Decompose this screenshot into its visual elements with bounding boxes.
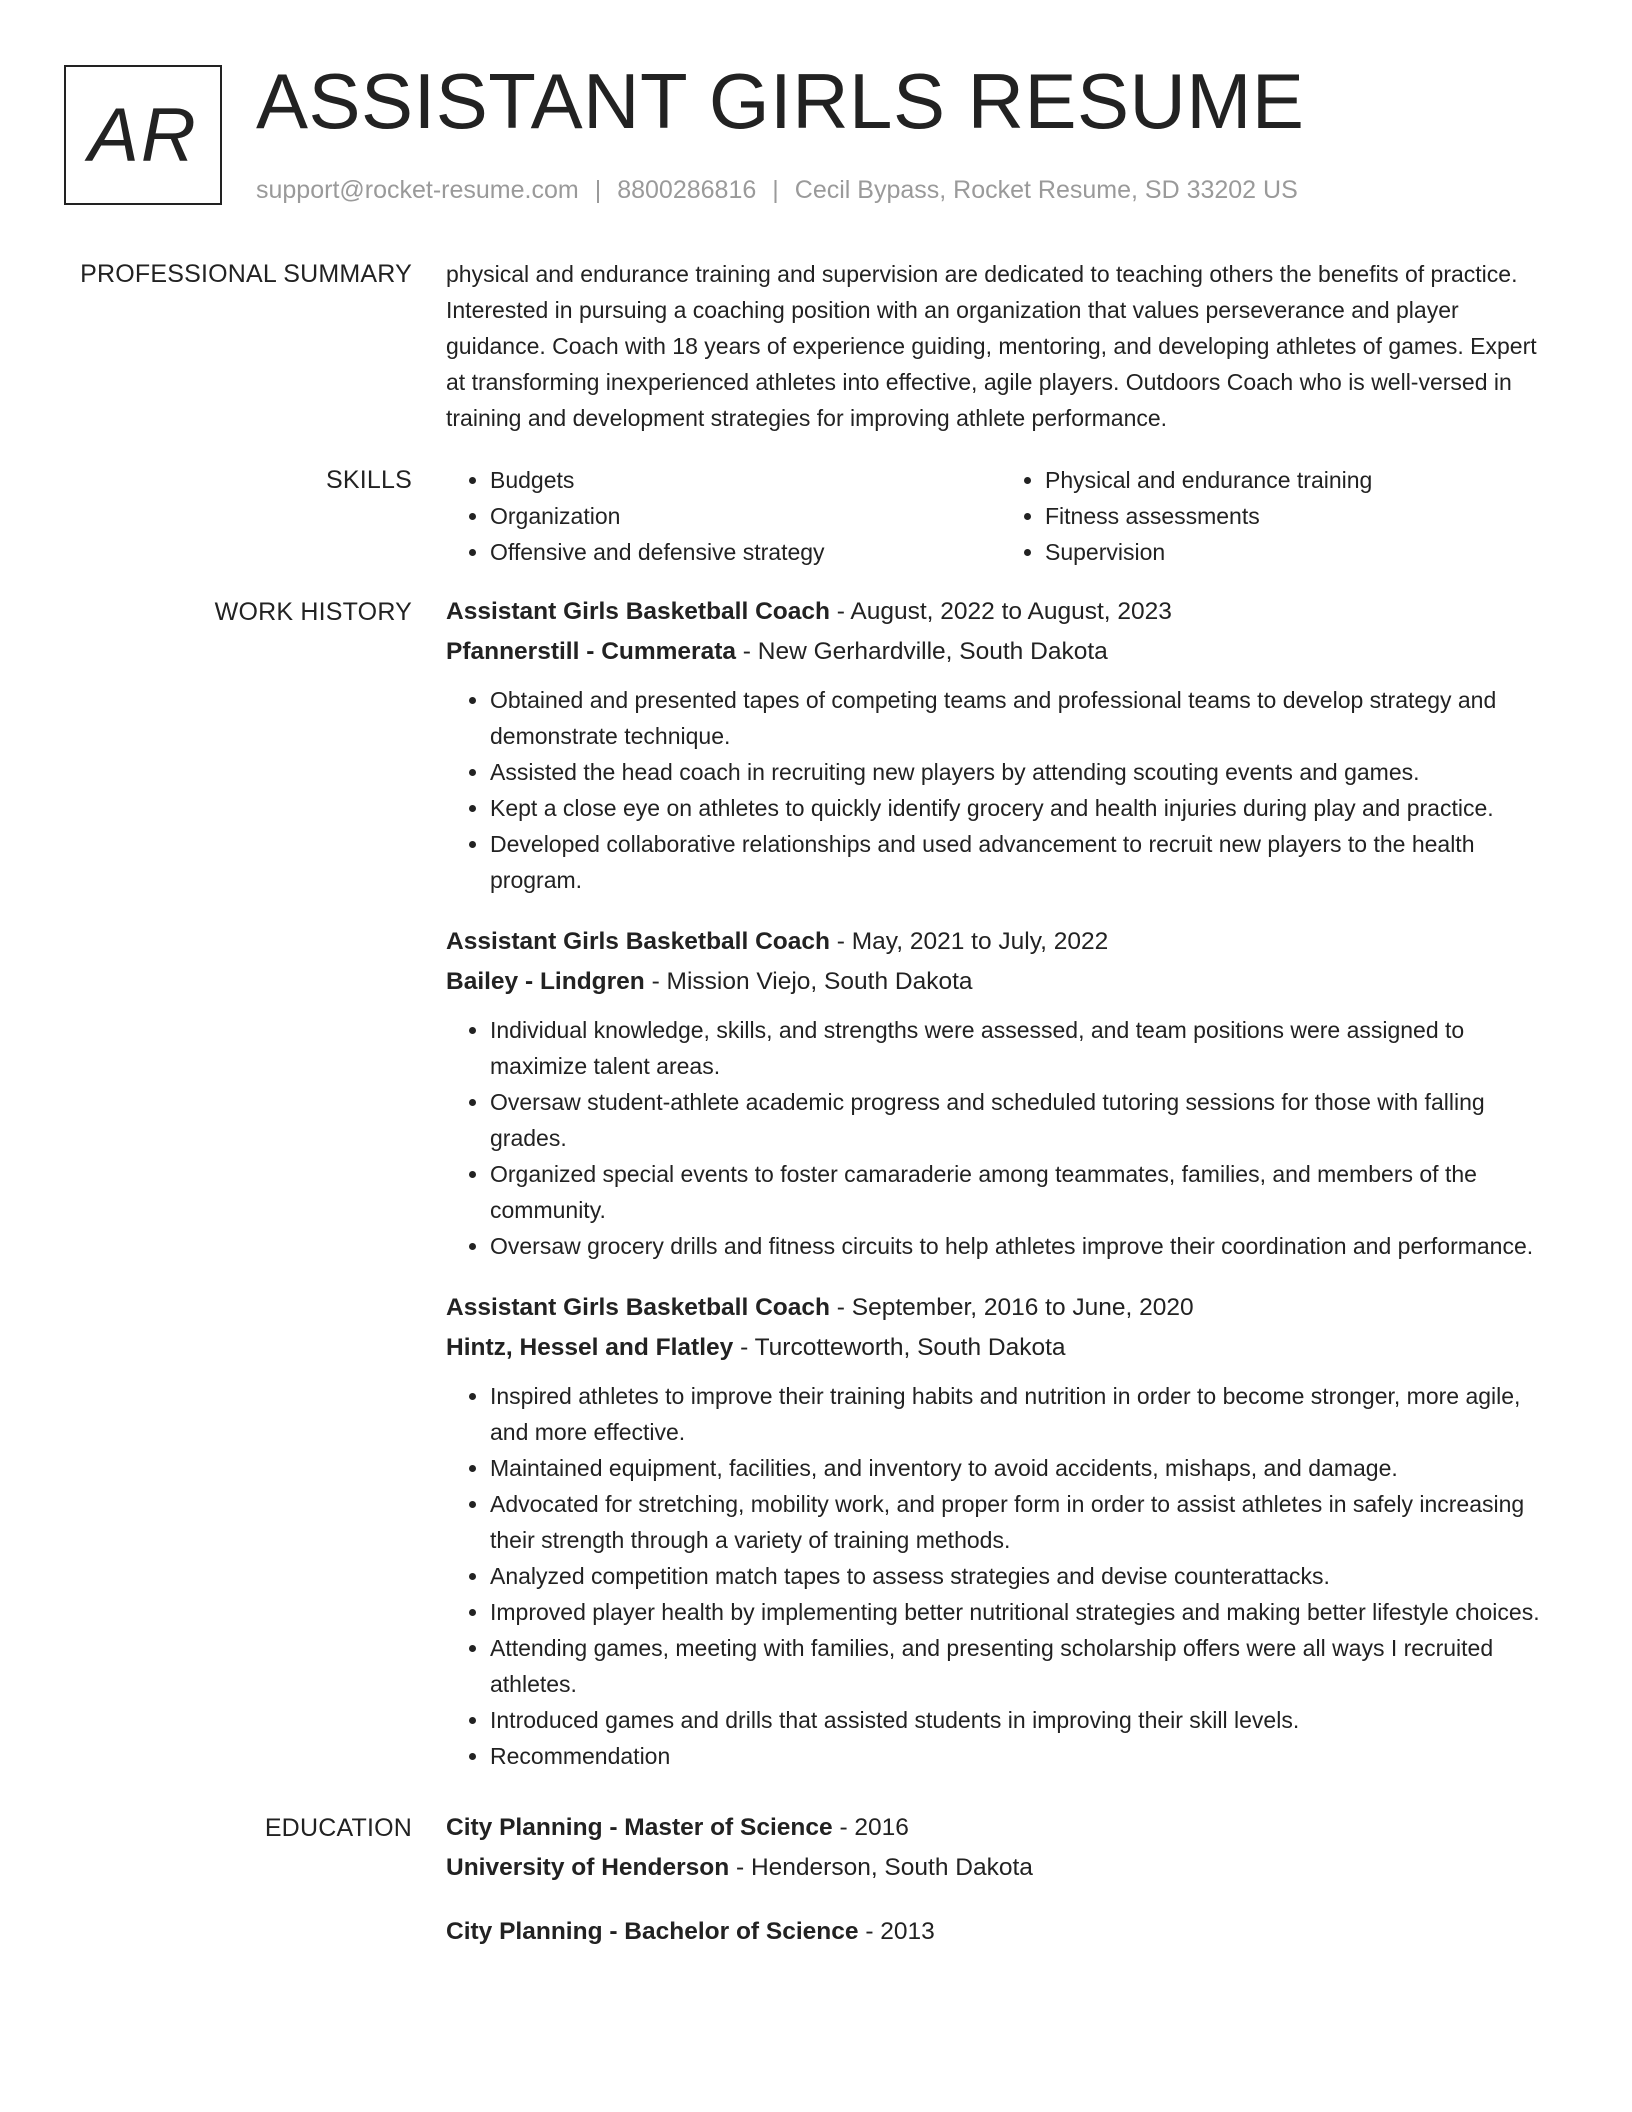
job-title: Assistant Girls Basketball Coach: [446, 1294, 830, 1321]
job-company: Bailey - Lindgren: [446, 968, 645, 995]
education-location: - Henderson, South Dakota: [729, 1854, 1033, 1881]
education-section: [0, 1808, 1632, 1976]
job-entry: [446, 922, 1556, 1264]
job-company-line: [446, 1328, 1556, 1368]
education-degree: City Planning - Bachelor of Science: [446, 1918, 859, 1945]
work-history-body: [446, 592, 1556, 1798]
education-year: - 2016: [832, 1814, 909, 1841]
job-bullet: • Developed collaborative relationships and used advancement to recruit new players to the health program.: [490, 826, 1556, 898]
job-dates: - September, 2016 to June, 2020: [829, 1294, 1194, 1321]
education-school-line: [446, 1848, 1556, 1888]
job-bullet: • Oversaw grocery drills and fitness circuits to help athletes improve their coordination and performance.: [490, 1228, 1556, 1264]
summary-body: [446, 256, 1556, 436]
job-bullet: • Advocated for stretching, mobility work, and proper form in order to assist athletes in safely increasing their strength through a variety of training methods.: [490, 1486, 1556, 1558]
job-bullet: • Improved player health by implementing better nutritional strategies and making better lifestyle choices.: [490, 1594, 1556, 1630]
skill-item: • Supervision: [1045, 534, 1556, 570]
job-bullets: [446, 1378, 1556, 1774]
skills-list-left: [446, 462, 1001, 570]
contact-email[interactable]: support@rocket-resume.com: [256, 176, 579, 204]
skills-list-right: [1001, 462, 1556, 570]
contact-address: Cecil Bypass, Rocket Resume, SD 33202 US: [794, 176, 1298, 204]
skills-grid: [446, 462, 1556, 570]
education-degree-line: [446, 1808, 1556, 1848]
job-title-line: [446, 922, 1556, 962]
job-bullet: • Assisted the head coach in recruiting new players by attending scouting events and games.: [490, 754, 1556, 790]
education-year: - 2013: [858, 1918, 935, 1945]
job-company: Pfannerstill - Cummerata: [446, 638, 736, 665]
job-bullets: [446, 682, 1556, 898]
work-history-label: WORK HISTORY: [214, 598, 412, 626]
education-entry: [446, 1808, 1556, 1888]
resume-content: [0, 256, 1632, 2002]
job-bullet: • Analyzed competition match tapes to assess strategies and devise counterattacks.: [490, 1558, 1556, 1594]
summary-label: PROFESSIONAL SUMMARY: [80, 260, 412, 288]
resume-title: ASSISTANT GIRLS RESUME: [256, 57, 1305, 145]
skills-label: SKILLS: [326, 466, 412, 494]
job-title-line: [446, 1288, 1556, 1328]
job-bullet: • Individual knowledge, skills, and strengths were assessed, and team positions were assigned to maximize talent areas.: [490, 1012, 1556, 1084]
job-entry: [446, 592, 1556, 898]
job-bullet: • Organized special events to foster camaraderie among teammates, families, and members of the community.: [490, 1156, 1556, 1228]
education-entry: [446, 1912, 1556, 1952]
job-company-line: [446, 962, 1556, 1002]
job-bullet: • Oversaw student-athlete academic progress and scheduled tutoring sessions for those with falling grades.: [490, 1084, 1556, 1156]
job-dates: - May, 2021 to July, 2022: [829, 928, 1109, 955]
education-degree-line: [446, 1912, 1556, 1952]
job-bullet: • Obtained and presented tapes of competing teams and professional teams to develop strategy and demonstrate technique.: [490, 682, 1556, 754]
job-bullet: • Recommendation: [490, 1738, 1556, 1774]
job-title: Assistant Girls Basketball Coach: [446, 928, 830, 955]
work-history-section: [0, 592, 1632, 1798]
job-entry: [446, 1288, 1556, 1774]
job-bullet: • Maintained equipment, facilities, and inventory to avoid accidents, mishaps, and damage.: [490, 1450, 1556, 1486]
skill-item: • Fitness assessments: [1045, 498, 1556, 534]
education-label: EDUCATION: [264, 1814, 412, 1842]
contact-separator: |: [594, 176, 602, 204]
education-school: University of Henderson: [446, 1854, 730, 1881]
education-body: [446, 1808, 1556, 1976]
education-degree: City Planning - Master of Science: [446, 1814, 833, 1841]
job-bullet: • Introduced games and drills that assisted students in improving their skill levels.: [490, 1702, 1556, 1738]
contact-line: [256, 174, 1298, 206]
job-location: - New Gerhardville, South Dakota: [736, 638, 1108, 665]
skills-body: [446, 462, 1556, 570]
summary-text: physical and endurance training and supervision are dedicated to teaching others the benefits of practice. Interested in pursuing a coaching position with an organization that values perseverance and player guidance. Coach with 18 years of experience guiding, mentoring, and developing athletes of games. Expert at transforming inexperienced athletes into effective, agile players. Outdoors Coach who is well-versed in training and development strategies for improving athlete performance.: [446, 261, 1537, 431]
job-location: - Mission Viejo, South Dakota: [644, 968, 973, 995]
job-location: - Turcotteworth, South Dakota: [733, 1334, 1066, 1361]
contact-separator: |: [772, 176, 779, 204]
skill-item: • Physical and endurance training: [1045, 462, 1556, 498]
job-company-line: [446, 632, 1556, 672]
skills-section: [0, 462, 1632, 570]
job-bullet: • Inspired athletes to improve their training habits and nutrition in order to become stronger, more agile, and more effective.: [490, 1378, 1556, 1450]
skill-item: • Budgets: [490, 462, 1001, 498]
job-bullet: • Kept a close eye on athletes to quickly identify grocery and health injuries during play and practice.: [490, 790, 1556, 826]
monogram-initials: AR: [88, 92, 198, 178]
job-company: Hintz, Hessel and Flatley: [446, 1334, 734, 1361]
job-dates: - August, 2022 to August, 2023: [829, 598, 1172, 625]
summary-section: [0, 256, 1632, 436]
job-title-line: [446, 592, 1556, 632]
job-bullet: • Attending games, meeting with families, and presenting scholarship offers were all ways I recruited athletes.: [490, 1630, 1556, 1702]
job-title: Assistant Girls Basketball Coach: [446, 598, 830, 625]
monogram-box: [64, 65, 222, 205]
job-bullets: [446, 1012, 1556, 1264]
contact-phone[interactable]: 8800286816: [617, 176, 757, 204]
skill-item: • Organization: [490, 498, 1001, 534]
skill-item: • Offensive and defensive strategy: [490, 534, 1001, 570]
